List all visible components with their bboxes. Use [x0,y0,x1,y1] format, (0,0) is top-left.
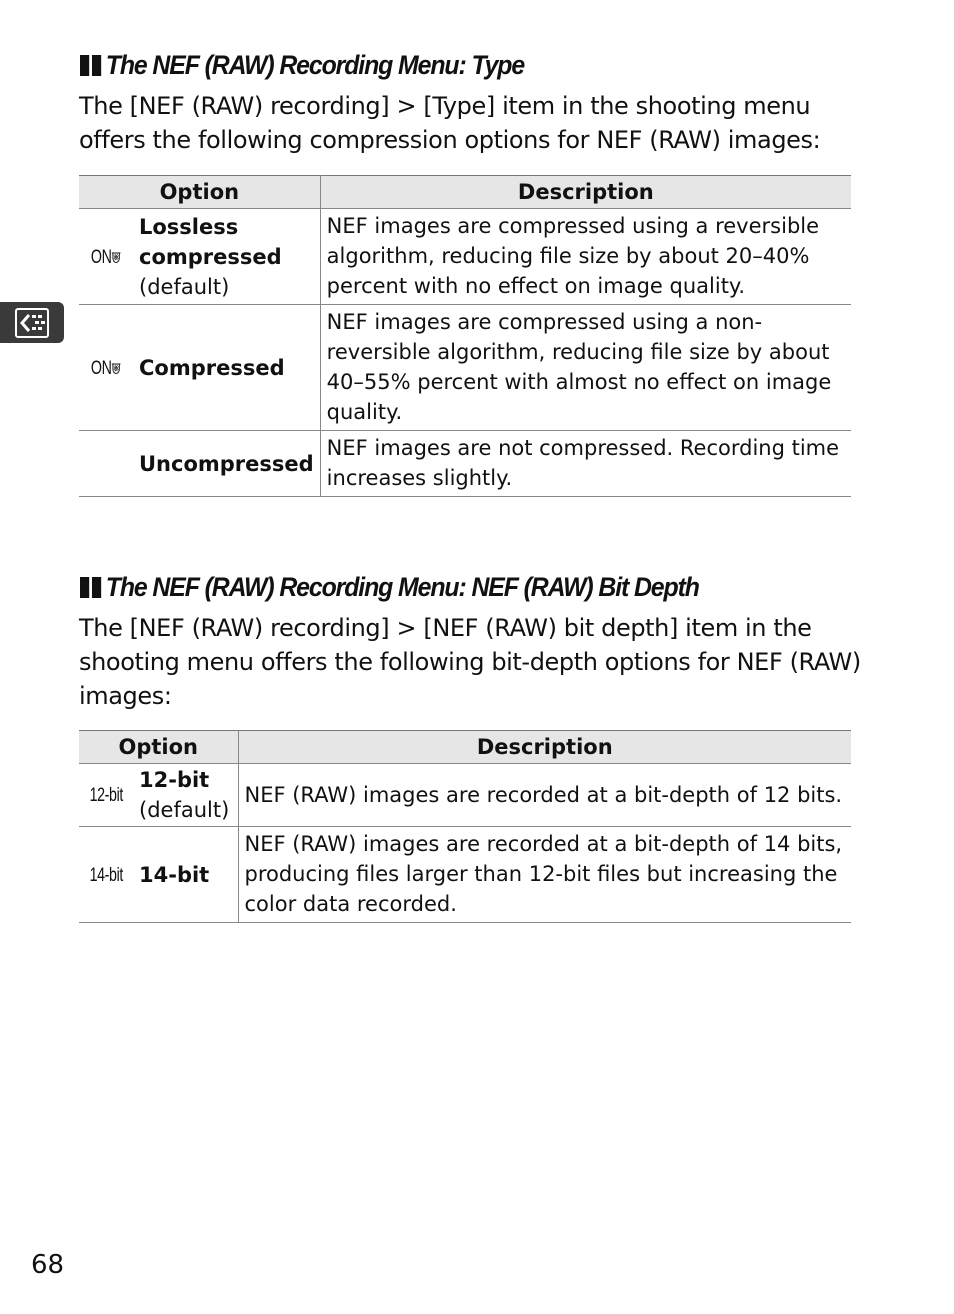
default-note: (default) [139,274,230,299]
option-name: Lossless compressed [139,214,282,269]
option-name: 12-bit [139,768,210,792]
shooting-menu-tab [0,302,64,343]
shooting-menu-icon [15,308,49,338]
table-row [79,764,851,827]
section2-heading: The NEF (RAW) Recording Menu: NEF (RAW) Bit Depth [80,572,699,603]
option-description: NEF (RAW) images are recorded at a bit-depth of 14 bits, producing files larger than 12-bit files but increasing the color data recorded. [238,827,851,923]
option-description: NEF images are compressed using a non-reversible algorithm, reducing file size by about 40–55% percent with almost no effect on image quality. [320,305,851,431]
option-description: NEF images are compressed using a reversible algorithm, reducing file size by about 20–40% percent with no effect on image quality. [320,209,851,305]
description-header: Description [320,176,851,209]
description-header: Description [238,731,851,764]
option-name: 14-bit [139,862,210,887]
option-header: Option [79,731,238,764]
option-name: Uncompressed [139,451,314,476]
14-bit-icon: 14-bit [89,864,123,886]
table-row [79,305,851,431]
option-description: NEF images are not compressed. Recording time increases slightly. [320,431,851,497]
option-description: NEF (RAW) images are recorded at a bit-depth of 12 bits. [238,764,851,827]
compressed-icon: ON⩐ [91,357,121,379]
page-number: 68 [31,1250,65,1280]
table-row [79,827,851,923]
option-header: Option [79,176,320,209]
heading-bullet-icon [80,577,101,598]
table-row [79,209,851,305]
default-note: (default) [139,798,230,822]
section1-intro: The [NEF (RAW) recording] > [Type] item in the shooting menu offers the following compression options for NEF (RAW) images: [79,92,821,154]
lossless-compressed-icon: ON⩐ [91,246,121,268]
compression-table [79,175,851,497]
12-bit-icon: 12-bit [89,785,123,806]
section2-intro: The [NEF (RAW) recording] > [NEF (RAW) bit depth] item in the shooting menu offers the following bit-depth options for NEF (RAW) images: [79,614,861,710]
heading-bullet-icon [80,55,101,76]
option-name: Compressed [139,355,285,380]
table-row [79,431,851,497]
bit-depth-table [79,730,851,923]
section1-heading: The NEF (RAW) Recording Menu: Type [80,50,524,81]
